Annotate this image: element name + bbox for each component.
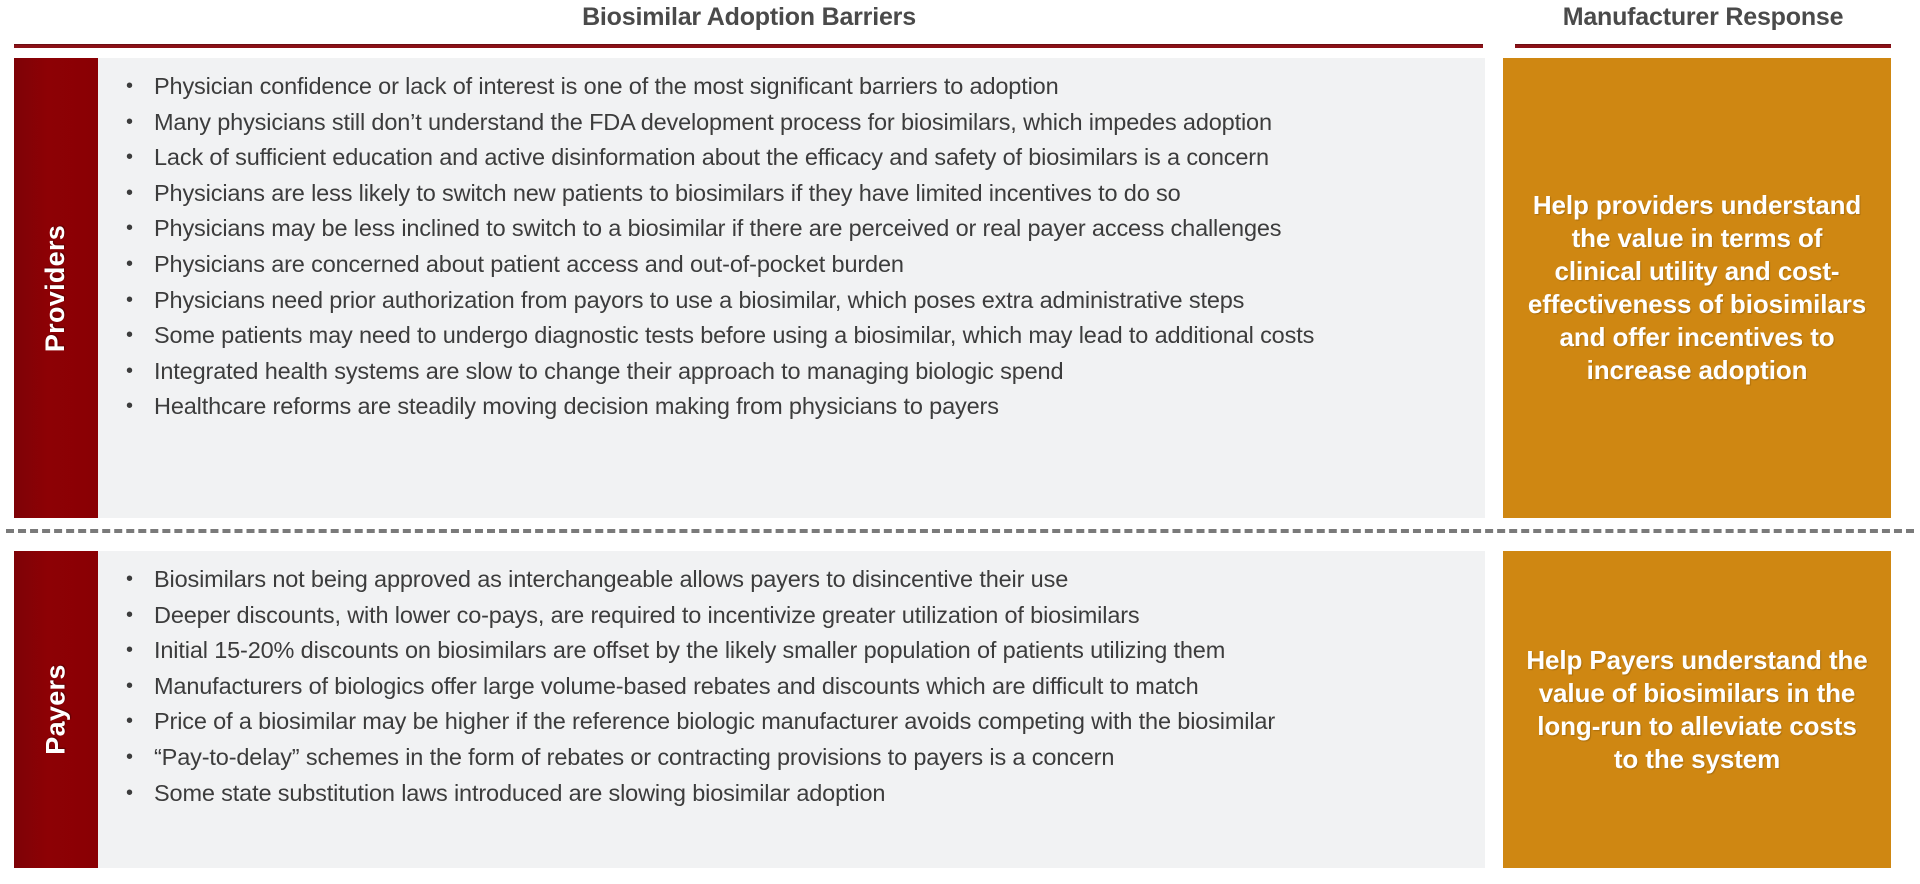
response-panel-providers xyxy=(1503,58,1891,518)
category-tab-providers xyxy=(14,58,98,518)
list-item: • Initial 15-20% discounts on biosimilars are offset by the likely smaller population of patients utilizing them xyxy=(98,633,1473,669)
list-item: • “Pay-to-delay” schemes in the form of rebates or contracting provisions to payers is a concern xyxy=(98,740,1473,776)
list-item: • Physicians are less likely to switch new patients to biosimilars if they have limited incentives to do so xyxy=(98,176,1473,212)
title-underline-response xyxy=(1515,44,1891,48)
response-text: Help providers understand the value in terms of clinical utility and cost-effectiveness of biosimilars and offer incentives to increase adoption xyxy=(1527,190,1867,385)
title-underline-barriers xyxy=(14,44,1483,48)
response-panel-payers xyxy=(1503,551,1891,868)
list-item: • Physicians are concerned about patient access and out-of-pocket burden xyxy=(98,247,1473,283)
barrier-list-payers xyxy=(98,562,1473,811)
list-item: • Biosimilars not being approved as interchangeable allows payers to disincentive their use xyxy=(98,562,1473,598)
barriers-panel-payers xyxy=(98,551,1485,868)
category-label: Payers xyxy=(40,664,71,755)
list-item: • Integrated health systems are slow to change their approach to managing biologic spend xyxy=(98,354,1473,390)
barriers-panel-providers xyxy=(98,58,1485,518)
category-tab-payers xyxy=(14,551,98,868)
list-item: • Price of a biosimilar may be higher if the reference biologic manufacturer avoids competing with the biosimilar xyxy=(98,704,1473,740)
list-item: • Physicians may be less inclined to switch to a biosimilar if there are perceived or real payer access challenges xyxy=(98,211,1473,247)
list-item: • Physicians need prior authorization from payors to use a biosimilar, which poses extra administrative steps xyxy=(98,283,1473,319)
response-text: Help Payers understand the value of biosimilars in the long-run to alleviate costs to the system xyxy=(1526,644,1868,774)
page-title-manufacturer-response: Manufacturer Response xyxy=(1562,2,1844,31)
list-item: • Lack of sufficient education and active disinformation about the efficacy and safety of biosimilars is a concern xyxy=(98,140,1473,176)
list-item: • Some patients may need to undergo diagnostic tests before using a biosimilar, which may lead to additional costs xyxy=(98,318,1473,354)
list-item: • Deeper discounts, with lower co-pays, are required to incentivize greater utilization of biosimilars xyxy=(98,598,1473,634)
section-payers xyxy=(0,551,1920,868)
header-row xyxy=(0,0,1920,48)
barrier-list-providers xyxy=(98,69,1473,425)
list-item: • Many physicians still don’t understand the FDA development process for biosimilars, which impedes adoption xyxy=(98,105,1473,141)
section-divider xyxy=(6,529,1914,533)
list-item: • Some state substitution laws introduced are slowing biosimilar adoption xyxy=(98,776,1473,812)
section-providers xyxy=(0,58,1920,518)
list-item: • Healthcare reforms are steadily moving decision making from physicians to payers xyxy=(98,389,1473,425)
list-item: • Physician confidence or lack of interest is one of the most significant barriers to adoption xyxy=(98,69,1473,105)
category-label: Providers xyxy=(40,224,71,352)
page-title-barriers: Biosimilar Adoption Barriers xyxy=(582,2,916,31)
list-item: • Manufacturers of biologics offer large volume-based rebates and discounts which are difficult to match xyxy=(98,669,1473,705)
